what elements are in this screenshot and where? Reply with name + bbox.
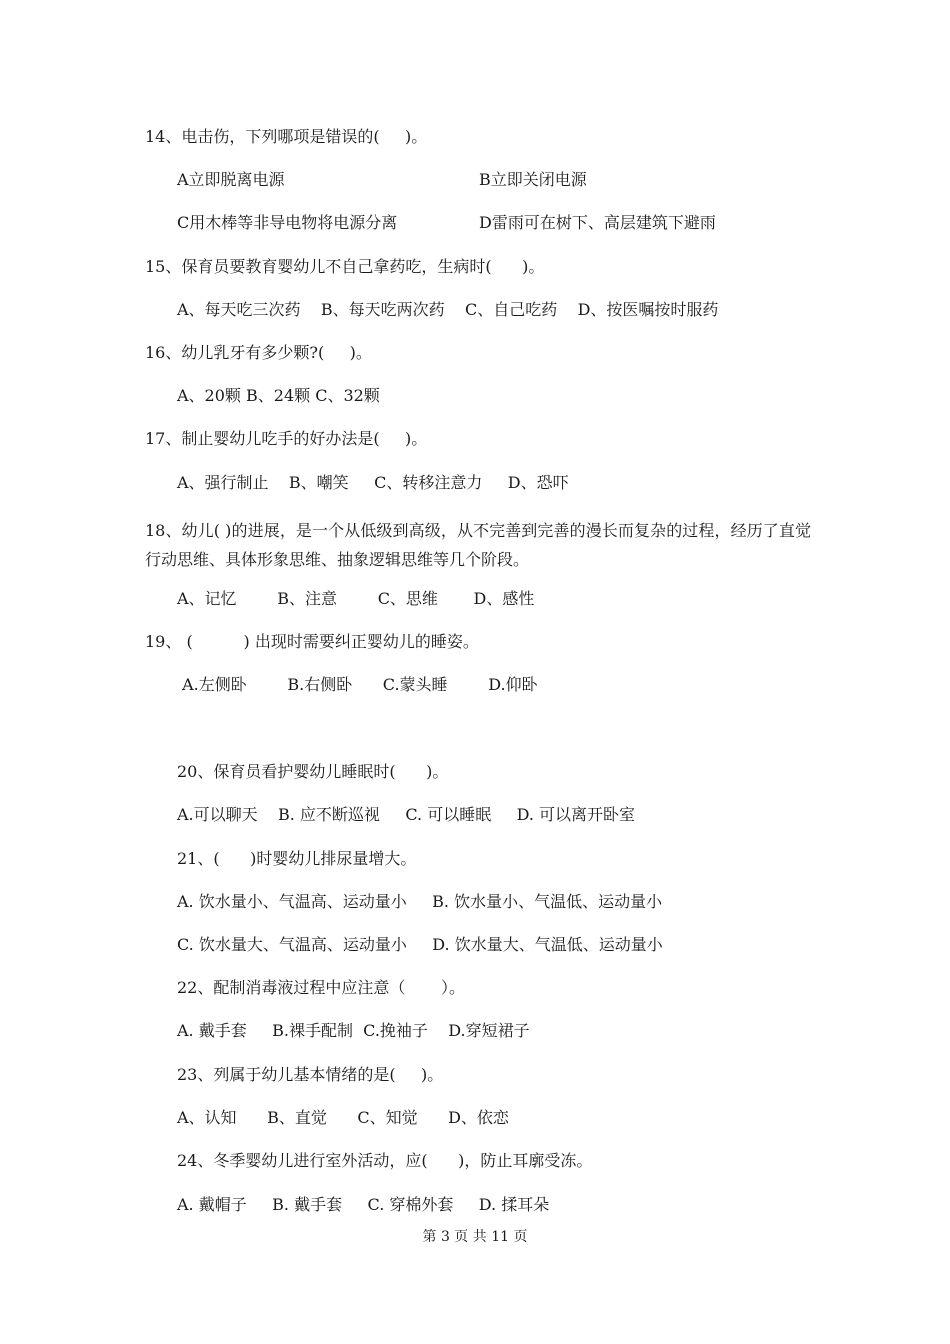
question-17: 17、制止婴幼儿吃手的好办法是( )。 [145, 429, 428, 448]
question-15-options: A、每天吃三次药 B、每天吃两次药 C、自己吃药 D、按医嘱按时服药 [177, 300, 719, 319]
question-19-options: A.左侧卧 B.右侧卧 C.蒙头睡 D.仰卧 [177, 675, 538, 694]
question-20-options: A.可以聊天 B. 应不断巡视 C. 可以睡眠 D. 可以离开卧室 [177, 805, 636, 824]
question-22: 22、配制消毒液过程中应注意（ ）。 [177, 978, 465, 997]
question-23: 23、列属于幼儿基本情绪的是( )。 [177, 1065, 444, 1084]
question-18-options: A、记忆 B、注意 C、思维 D、感性 [177, 589, 535, 608]
page-number-footer: 第 3 页 共 11 页 [422, 1229, 528, 1245]
question-24-options: A. 戴帽子 B. 戴手套 C. 穿棉外套 D. 揉耳朵 [177, 1195, 550, 1214]
question-18: 18、幼儿( )的进展，是一个从低级到高级，从不完善到完善的漫长而复杂的过程，经历了直觉行动思维、具体形象思维、抽象逻辑思维等几个阶段。 [145, 521, 811, 569]
question-16: 16、幼儿乳牙有多少颗?( )。 [145, 343, 372, 362]
question-21-options-cd: C. 饮水量大、气温高、运动量小 D. 饮水量大、气温低、运动量小 [177, 935, 663, 954]
question-14-option-d: D雷雨可在树下、高层建筑下避雨 [479, 213, 716, 232]
question-17-options: A、强行制止 B、嘲笑 C、转移注意力 D、恐吓 [177, 473, 569, 492]
question-14-option-a: A立即脱离电源 [177, 170, 285, 189]
question-21: 21、( )时婴幼儿排尿量增大。 [177, 849, 417, 868]
question-22-options: A. 戴手套 B.裸手配制 C.挽袖子 D.穿短裙子 [177, 1021, 530, 1040]
question-23-options: A、认知 B、直觉 C、知觉 D、依恋 [177, 1108, 509, 1127]
question-14-option-c: C用木棒等非导电物将电源分离 [177, 213, 398, 232]
question-16-options: A、20颗 B、24颗 C、32颗 [177, 386, 380, 405]
question-15: 15、保育员要教育婴幼儿不自己拿药吃，生病时( )。 [145, 257, 545, 276]
question-14: 14、电击伤，下列哪项是错误的( )。 [145, 127, 428, 146]
question-20: 20、保育员看护婴幼儿睡眠时( )。 [177, 762, 449, 781]
question-24: 24、冬季婴幼儿进行室外活动，应( )，防止耳廓受冻。 [177, 1151, 593, 1170]
question-14-option-b: B立即关闭电源 [479, 170, 587, 189]
question-21-options-ab: A. 饮水量小、气温高、运动量小 B. 饮水量小、气温低、运动量小 [177, 892, 663, 911]
question-19: 19、 ( ) 出现时需要纠正婴幼儿的睡姿。 [145, 632, 479, 651]
